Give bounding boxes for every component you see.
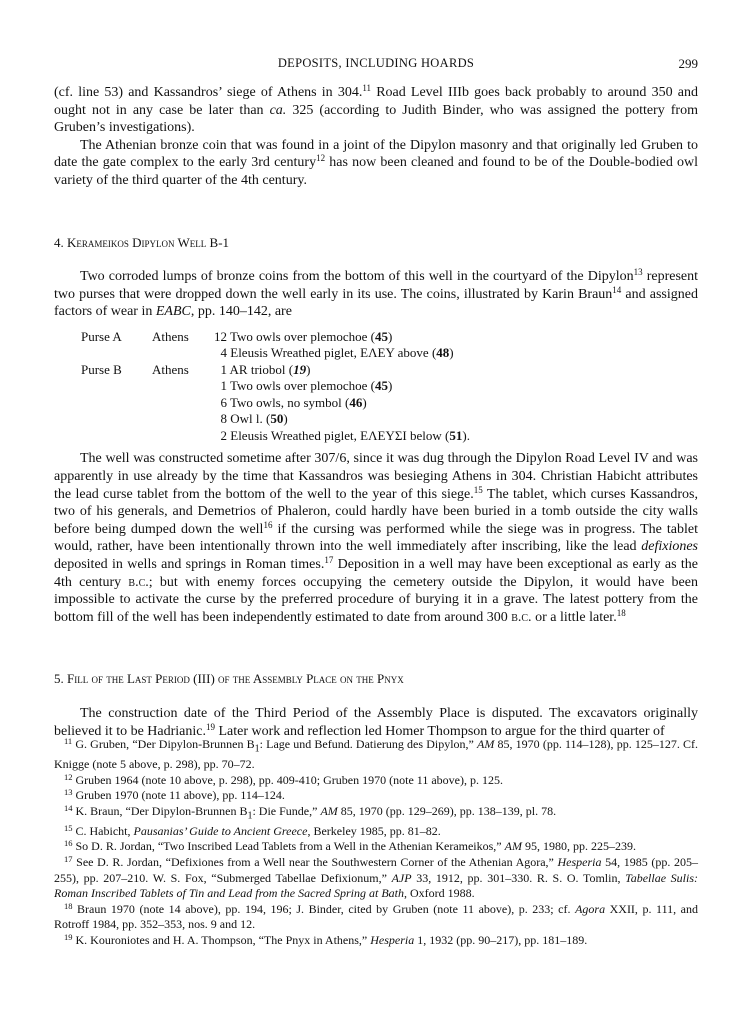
purse-table (81, 329, 470, 445)
footnote-17: $^{17}$ See D. R. Jordan, “Defixiones from a Well near the Southwestern Corner of the Athenian Agora,” Hesperia 54, 1985 (pp. 205–255), pp. 207–210. W. S. Fox, “Submerged Tabellae Defixionum,” AJP 33, 1912, pp. 301–330. R. S. O. Tomlin, Tabellae Sulis: Roman Inscribed Tablets of Tin and Lead from the Sacred Spring at Bath, Oxford 1988. (54, 853, 699, 901)
footnote-ref-13[interactable]: 13 (633, 267, 643, 278)
footnote-ref-12[interactable]: 12 (316, 153, 326, 164)
footnote-18: $^{18}$ Braun 1970 (note 14 above), pp. 194, 196; J. Binder, cited by Gruben (note 11 above), p. 233; cf. Agora XXII, p. 111, and Rotroff 1984, pp. 352–353, nos. 9 and 12. (54, 900, 699, 932)
footnotes (54, 737, 698, 949)
table-row: 4 Eleusis Wreathed piglet, ΕΛΕΥ above (48) (220, 345, 454, 361)
footnote-ref-19[interactable]: 19 (206, 721, 215, 732)
table-row: Purse B Athens 1 AR triobol (19) (81, 361, 311, 377)
footnote-ref-11[interactable]: 11 (362, 83, 372, 93)
paragraph-2: The Athenian bronze coin that was found in a joint of the Dipylon masonry and that originally led Gruben to date the gate complex to the early 3rd century$^{12}$ has now been cleaned and found to be of the Double-bodied owl variety of the third quarter of the 4th century. (54, 137, 699, 188)
footnote-19: $^{19}$ K. Kouroniotes and H. A. Thompson, “The Pnyx in Athens,” Hesperia 1, 1932 (pp. 90–217), pp. 181–189. (64, 931, 588, 947)
body-text (54, 84, 698, 740)
table-row: Purse A Athens 12 Two owls over plemochoe (45) (81, 328, 393, 344)
footnote-15: $^{15}$ C. Habicht, Pausanias’ Guide to Ancient Greece, Berkeley 1985, pp. 81–82. (64, 822, 441, 838)
page-number: 299 (678, 56, 698, 71)
footnote-ref-14[interactable]: 14 (612, 284, 622, 295)
footnote-ref-17[interactable]: 17 (324, 555, 334, 565)
table-row: 6 Two owls, no symbol (46) (220, 394, 367, 410)
section-heading-5: 5. Fill of the Last Period (III) of the Assembly Place on the Pnyx (54, 671, 404, 687)
table-row: 2 Eleusis Wreathed piglet, ΕΛΕΥΣΙ below (51). (220, 427, 470, 443)
footnote-11: $^{11}$ G. Gruben, “Der Dipylon-Brunnen $B_1$: Lage und Befund. Datierung des Dipylon,” AM 85, 1970 (pp. 114–128), pp. 125–127. Cf. Knigge (note 5 above, p. 298), pp. 70–72. (54, 736, 699, 771)
table-row: 1 Two owls over plemochoe (45) (220, 378, 393, 394)
footnote-ref-16[interactable]: 16 (263, 519, 273, 530)
footnote-13: $^{13}$ Gruben 1970 (note 11 above), pp. 114–124. (64, 787, 285, 803)
footnote-12: $^{12}$ Gruben 1964 (note 10 above, p. 298), pp. 409-410; Gruben 1970 (note 11 above), p. 125. (64, 771, 503, 787)
running-head: DEPOSITS, INCLUDING HOARDS (277, 56, 475, 70)
table-row: 8 Owl l. (50) (220, 411, 288, 427)
footnote-ref-18[interactable]: 18 (616, 607, 626, 618)
section-heading-4: 4. Kerameikos Dipylon Well B-1 (54, 234, 230, 250)
paragraph-3: Two corroded lumps of bronze coins from the bottom of this well in the courtyard of the Dipylon$^{13}$ represent two purses that were dropped down the well early in its use. The coins, illustrated by Karin Braun$^{14}$ and assigned factors of wear in EABC, pp. 140–142, are (54, 267, 698, 320)
page-header (54, 56, 698, 76)
footnote-14: $^{14}$ K. Braun, “Der Dipylon-Brunnen $B_1$: Die Funde,” AM 85, 1970 (pp. 129–269), pp. 138–139, pl. 78. (64, 802, 557, 822)
paragraph-5: The construction date of the Third Period of the Assembly Place is disputed. The excavators originally believed it to be Hadrianic.$^{19}$ Later work and reflection led Homer Thompson to argue for the third quarter of (54, 705, 698, 739)
paragraph-4: The well was constructed sometime after 307/6, since it was dug through the Dipylon Road Level IV and was apparently in use already by the time that Kassandros was besieging Athens in 304. Christian Habicht attributes the lead curse tablet from the bottom of the well to the year of this siege.$^{15}$ The tablet, which curses Kassandros, two of his generals, and Demetrios of Phaleron, could hardly have been buried in a tomb outside the city walls before being dumped down the well$^{16}$ if the cursing was performed while the siege was in progress. The tablet would, rather, have been intentionally thrown into the well immediately after inscribing, like the lead defixiones deposited in wells and springs in Roman times.$^{17}$ Deposition in a well may have been exceptional as early as the 4th century b.c.; but with enemy forces occupying the cemetery outside the Dipylon, it would have been impossible to activate the curse by the preferred procedure of burying it in a grave. The latest pottery from the bottom fill of the well has been independently estimated to date from around 300 b.c. or a little later.$^{18}$ (54, 451, 699, 625)
footnote-16: $^{16}$ So D. R. Jordan, “Two Inscribed Lead Tablets from a Well in the Athenian Kerameikos,” AM 95, 1980, pp. 225–239. (64, 838, 636, 854)
footnote-ref-15[interactable]: 15 (473, 484, 483, 495)
paragraph-1: (cf. line 53) and Kassandros’ siege of Athens in 304.11 Road Level IIIb goes back probably to around 350 and ought not in any case be later than ca. 325 (according to Judith Binder, who was assigned the pottery from Gruben’s investigations). (54, 83, 698, 136)
